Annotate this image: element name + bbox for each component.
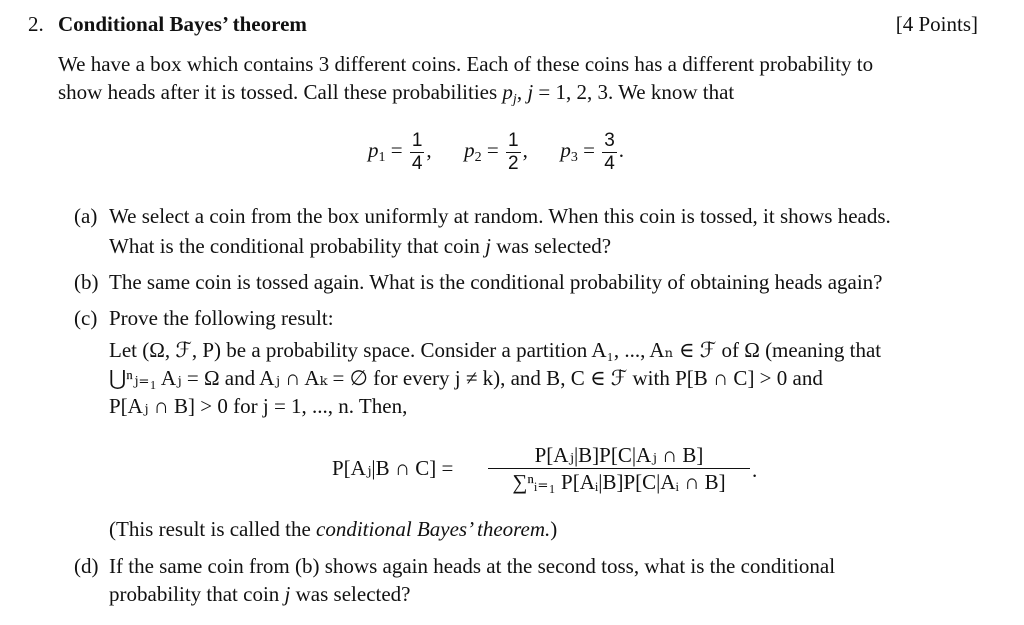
formula-denominator: ∑ⁿᵢ₌₁ P[Aᵢ|B]P[C|Aᵢ ∩ B] — [488, 468, 750, 495]
part-d-label: (d) — [74, 554, 99, 578]
part-b-line-1: The same coin is tossed again. What is the conditional probability of obtaining heads again? — [109, 270, 883, 294]
part-c-line-3: ⋃ⁿⱼ₌₁ Aⱼ = Ω and Aⱼ ∩ Aₖ = ∅ for every j ≠ k), and B, C ∈ ℱ with P[B ∩ C] > 0 and — [109, 366, 823, 390]
part-c-note: (This result is called the conditional Bayes’ theorem.) — [109, 517, 558, 541]
part-a-line-2: What is the conditional probability that coin j was selected? — [109, 234, 612, 258]
part-a-label: (a) — [74, 204, 98, 228]
intro-text-end: = 1, 2, 3. We know that — [533, 80, 735, 104]
part-c-line-2: Let (Ω, ℱ, P) be a probability space. Consider a partition A₁, ..., Aₙ ∈ ℱ of Ω (meaning that — [109, 338, 882, 362]
intro-line-1: We have a box which contains 3 different coins. Each of these coins has a different probability to — [58, 52, 874, 76]
part-c-line-4: P[Aⱼ ∩ B] > 0 for j = 1, ..., n. Then, — [109, 394, 408, 418]
problem-title: Conditional Bayes’ theorem — [58, 12, 307, 36]
formula-lhs: P[Aⱼ|B ∩ C] = — [332, 456, 454, 480]
part-d-line-2: probability that coin j was selected? — [109, 582, 411, 606]
problem-points: [4 Points] — [895, 12, 978, 36]
intro-text: show heads after it is tossed. Call these probabilities — [58, 80, 503, 104]
part-c-label: (c) — [74, 306, 98, 330]
prob-p1: $p_1$ = $\frac{1}{4}$ , — [368, 130, 432, 174]
part-b-label: (b) — [74, 270, 99, 294]
intro-p-symbol: p — [502, 80, 513, 104]
intro-j-symbol: j — [527, 80, 534, 104]
intro-line-2 — [58, 78, 734, 114]
part-d-line-1: If the same coin from (b) shows again heads at the second toss, what is the conditional — [109, 554, 836, 578]
prob-p3-fraction: $\frac{3}{4}$ — [604, 130, 615, 174]
part-c-line-1: Prove the following result: — [109, 306, 334, 330]
prob-p3: $p_3$ = $\frac{3}{4}$ . — [560, 130, 625, 174]
prob-p2-fraction: $\frac{1}{2}$ — [508, 130, 519, 174]
formula-period: . — [752, 458, 758, 482]
formula-numerator: P[Aⱼ|B]P[C|Aⱼ ∩ B] — [534, 443, 704, 467]
prob-p1-fraction: $\frac{1}{4}$ — [411, 130, 423, 174]
intro-comma: , — [516, 80, 528, 104]
probabilities-equation — [368, 130, 624, 175]
part-a-line-1: We select a coin from the box uniformly at random. When this coin is tossed, it shows heads. — [109, 204, 891, 228]
problem-number: 2. — [28, 12, 44, 36]
formula-fraction — [488, 442, 750, 495]
intro-p-subscript: j — [512, 92, 517, 107]
prob-p2: $p_2$ = $\frac{1}{2}$ , — [464, 130, 528, 174]
